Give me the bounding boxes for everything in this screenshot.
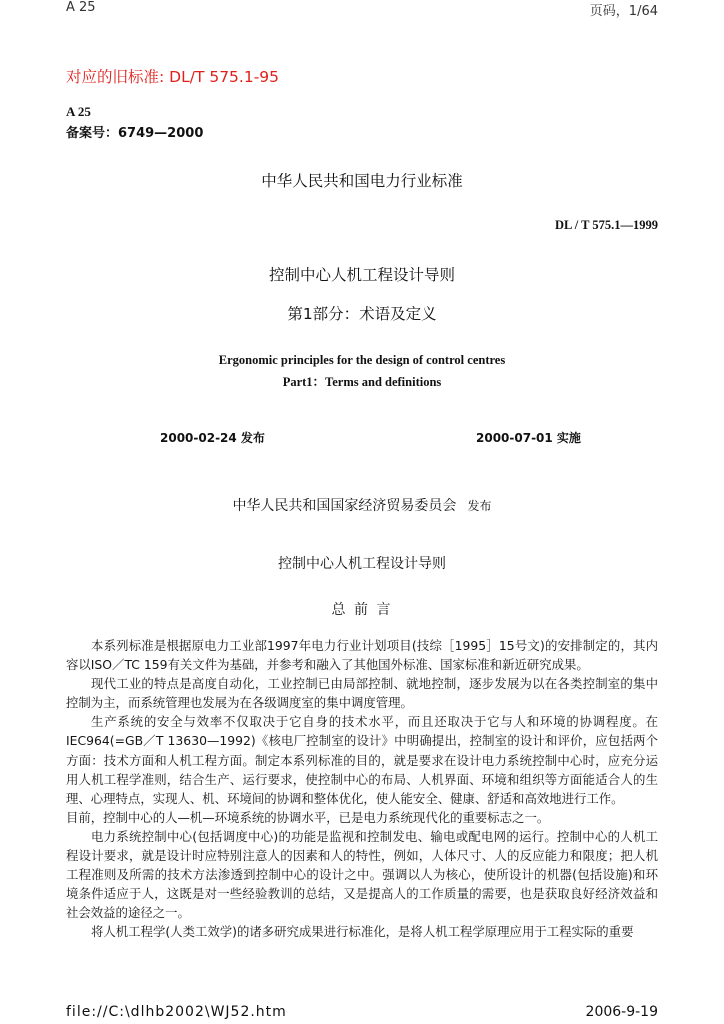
issuer-name: 中华人民共和国国家经济贸易委员会 bbox=[232, 498, 457, 514]
english-title: Ergonomic principles for the design of control centres bbox=[218, 353, 506, 367]
series-title: 控制中心人机工程设计导则 bbox=[278, 556, 446, 572]
standard-number: DL / T 575.1—1999 bbox=[554, 218, 658, 232]
old-standard-reference: 对应的旧标准: DL/T 575.1-95 bbox=[66, 68, 280, 86]
foreword-heading: 总 前 言 bbox=[331, 602, 393, 618]
implementation-date: 2000-07-01 实施 bbox=[476, 431, 581, 445]
footer-date: 2006-9-19 bbox=[585, 1004, 658, 1020]
record-number: 备案号：6749—2000 bbox=[66, 126, 204, 141]
foreword-body bbox=[66, 636, 658, 942]
industry-standard-title: 中华人民共和国电力行业标准 bbox=[261, 172, 463, 190]
paragraph: 将人机工程学(人类工效学)的诸多研究成果进行标准化，是将人机工程学原理应用于工程实际的重要 bbox=[91, 924, 634, 940]
paragraph: 生产系统的安全与效率不仅取决于它自身的技术水平，而且还取决于它与人和环境的协调程度。在IEC964(=GB／T 13630—1992)《核电厂控制室的设计》中明确提出，控制室的设计和评价，应包括两个方面：技术方面和人机工程方面。制定本系列标准的目的，就是要求在设计电力系统控制中心时，应充分运用人机工程学准则，结合生产、运行要求，使控制中心的布局、人机界面、环境和组织等方面能适合人的生理、心理特点，实现人、机、环境间的协调和整体优化，使人能安全、健康、舒适和高效地进行工作。 bbox=[66, 714, 658, 806]
paragraph: 电力系统控制中心(包括调度中心)的功能是监视和控制发电、输电或配电网的运行。控制中心的人机工程设计要求，就是设计时应特别注意人的因素和人的特性，例如，人体尺寸、人的反应能力和限度；把人机工程准则及所需的技术方法渗透到控制中心的设计之中。强调以人为核心，使所设计的机器(包括设施)和环境条件适应于人，这既是对一些经验教训的总结，又是提高人的工作质量的需要，也是获取良好经济效益和社会效益的途径之一。 bbox=[66, 828, 658, 921]
issuer-action: 发布 bbox=[467, 499, 492, 513]
classification-code: A 25 bbox=[66, 104, 91, 119]
paragraph: 目前，控制中心的人—机—环境系统的协调水平，已是电力系统现代化的重要标志之一。 bbox=[66, 809, 550, 825]
issue-date: 2000-02-24 发布 bbox=[160, 431, 265, 445]
document-subtitle: 第1部分：术语及定义 bbox=[287, 305, 437, 323]
footer-file-path: file://C:\dlhb2002\WJ52.htm bbox=[66, 1004, 287, 1020]
paragraph: 本系列标准是根据原电力工业部1997年电力行业计划项目(技综［1995］15号文)的安排制定的，其内容以ISO／TC 159有关文件为基础，并参考和融入了其他国外标准、国家标准和新近研究成果。 bbox=[66, 638, 658, 673]
document-title: 控制中心人机工程设计导则 bbox=[268, 266, 455, 284]
header-page-number: 页码，1/64 bbox=[589, 4, 658, 19]
paragraph: 现代工业的特点是高度自动化，工业控制已由局部控制、就地控制，逐步发展为以在各类控制室的集中控制为主，而系统管理也发展为在各级调度室的集中调度管理。 bbox=[66, 676, 658, 711]
header-classification: A 25 bbox=[66, 0, 96, 15]
issuer bbox=[0, 495, 724, 515]
english-subtitle: Part1：Terms and definitions bbox=[282, 375, 442, 389]
